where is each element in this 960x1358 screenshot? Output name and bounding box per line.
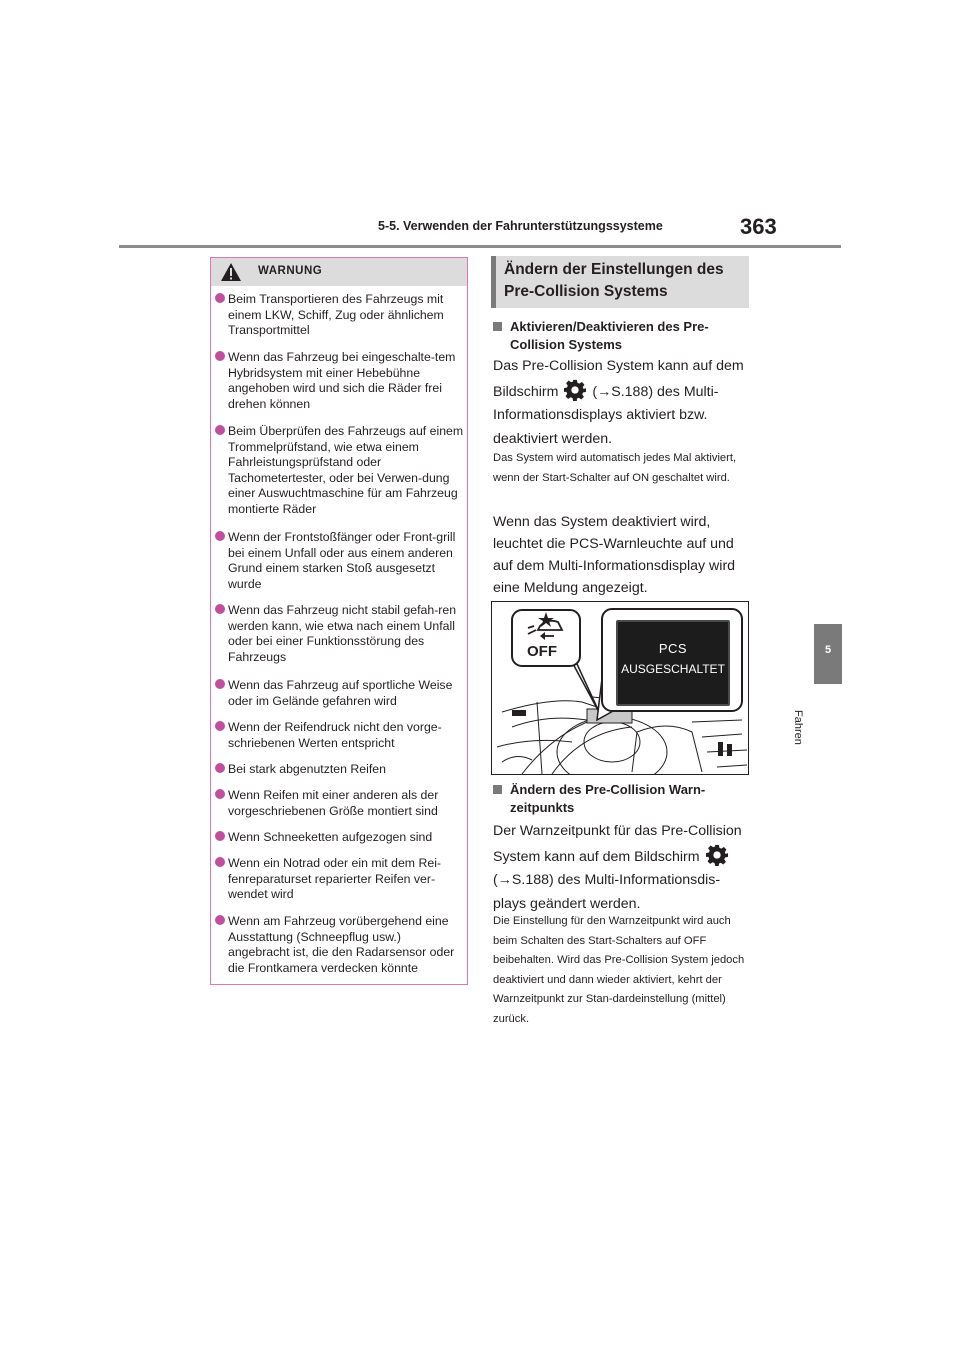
paragraph [493,820,751,916]
paragraph-text: Der Warnzeitpunkt für das Pre-Collision System kann auf dem Bildschirm [493,823,742,865]
bullet-icon [215,857,225,867]
warning-title: WARNUNG [258,265,323,277]
paragraph: Wenn das System deaktiviert wird, leuchtet die PCS-Warnleuchte auf und auf dem Multi-Informationsdisplay wird eine Meldung angezeigt. [493,514,736,596]
note-text: Das System wird automatisch jedes Mal aktiviert, wenn der Start-Schalter auf ON geschaltet wird. [493,452,737,484]
section-heading: Ändern der Einstellungen des Pre-Collision Systems [504,261,724,300]
pcs-off-switch-label: OFF [527,643,557,660]
warning-item-text: Wenn das Fahrzeug auf sportliche Weise oder im Gelände gefahren wird [228,678,453,708]
warning-item-text: Bei stark abgenutzten Reifen [228,762,386,776]
gear-icon [564,379,586,401]
warning-item-text: Wenn Reifen mit einer anderen als der vorgeschriebenen Größe montiert sind [228,788,439,818]
warning-item-text: Wenn das Fahrzeug nicht stabil gefah-ren werden kann, wie etwa nach einem Unfall oder bei einer Funktionsstörung des Fahrzeugs [228,603,457,664]
display-line-pcs: PCS [658,641,688,656]
warning-item-text: Wenn der Reifendruck nicht den vorge-schriebenen Werten entspricht [228,720,442,750]
paragraph [493,355,751,451]
warning-triangle-icon [220,262,242,282]
warning-header [211,258,467,286]
chapter-label: Fahren [792,710,804,745]
bullet-icon [215,679,225,689]
subheading-text: Aktivieren/Deaktivieren des Pre-Collision Systems [510,319,709,352]
paragraph-text: (→S.188) des Multi-Informationsdis-plays geändert werden. [493,872,721,912]
square-bullet-icon [493,322,502,331]
chapter-number: 5 [824,644,832,656]
paragraph-text: Das Pre-Collision System kann auf dem Bildschirm [493,358,744,400]
warning-item-text: Wenn Schneeketten aufgezogen sind [228,830,433,844]
note-text: Die Einstellung für den Warnzeitpunkt wird auch beim Schalten des Start-Schalters auf OFF beibehalten. Wird das Pre-Collision System jedoch deaktiviert und dann wieder aktiviert, kehrt der Warnzeitpunkt zur Stan-dardeinstellung (mittel) zurück. [493,915,745,1025]
paragraph-text: (→S.188) des Multi-Informationsdisplays aktiviert bzw. deaktiviert werden. [493,383,719,447]
warning-item-text: Wenn am Fahrzeug vorübergehend eine Ausstattung (Schneepflug usw.) angebracht ist, die den Radarsensor oder die Frontkamera verdecken könnte [228,914,455,975]
chapter-label-wrap [784,710,824,750]
bullet-icon [215,915,225,925]
warning-item-text: Beim Transportieren des Fahrzeugs mit einem LKW, Schiff, Zug oder ähnlichem Transportmittel [228,292,444,337]
bullet-icon [215,425,225,435]
square-bullet-icon [493,785,502,794]
bullet-icon [215,789,225,799]
header-divider [119,245,841,248]
warning-item-text: Wenn ein Notrad oder ein mit dem Rei-fenreparaturset reparierter Reifen ver-wendet wird [228,856,442,901]
warning-item-text: Wenn der Frontstoßfänger oder Front-grill bei einem Unfall oder aus einem anderen Grund einem starken Stoß ausgesetzt wurde [228,530,456,591]
bullet-icon [215,831,225,841]
bullet-icon [215,604,225,614]
section-header: 5-5. Verwenden der Fahrunterstützungssysteme [378,219,663,233]
gear-icon [706,844,728,866]
bullet-icon [215,351,225,361]
bullet-icon [215,721,225,731]
bullet-icon [215,763,225,773]
warning-item-text: Beim Überprüfen des Fahrzeugs auf einem Trommelprüfstand, wie etwa einem Fahrleistungsprüfstand oder Tachometertester, oder bei Verwen-dung einer Auswuchtmaschine für am Fahrzeug montierte Räder [228,424,464,516]
subheading-text: Ändern des Pre-Collision Warn-zeitpunkts [510,782,706,815]
display-line-status: AUSGESCHALTET [621,662,725,676]
bullet-icon [215,531,225,541]
page-number: 363 [740,214,777,239]
warning-item-text: Wenn das Fahrzeug bei eingeschalte-tem Hybridsystem mit einer Hebebühne angehoben wird und sich die Räder frei drehen können [228,350,456,411]
bullet-icon [215,293,225,303]
